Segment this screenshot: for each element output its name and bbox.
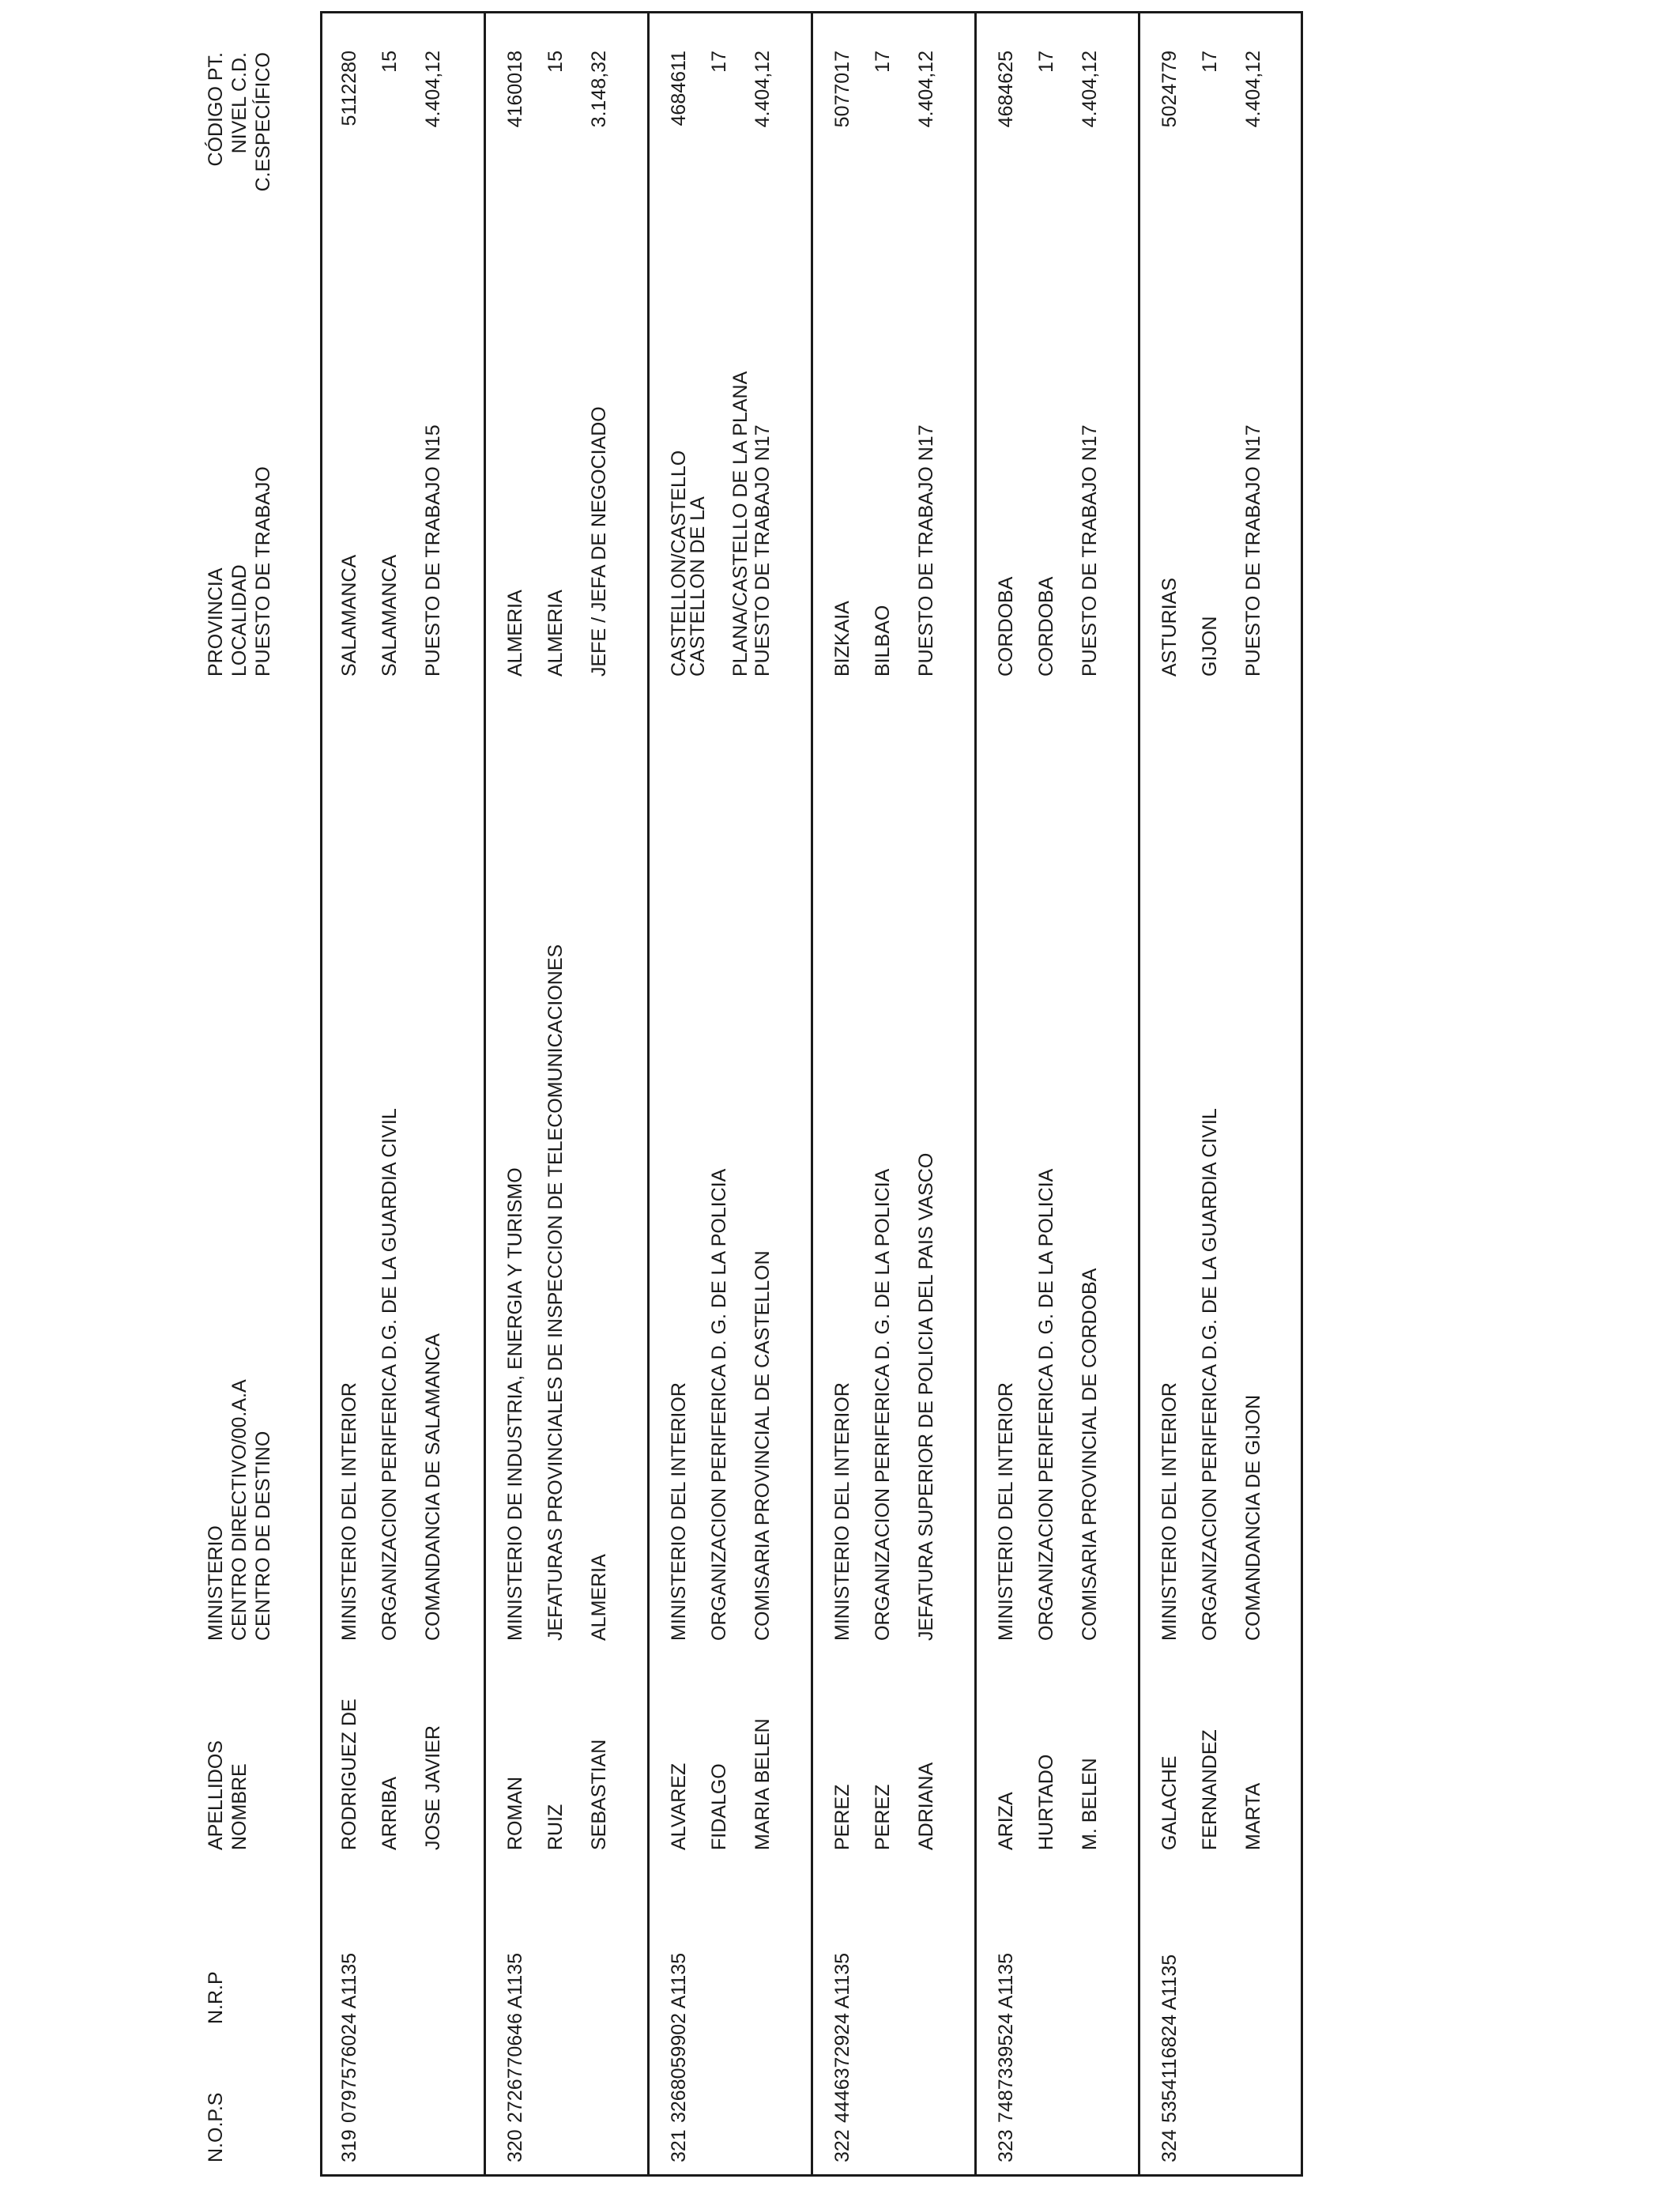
record-nrp: 7487339524 A1135 <box>995 1952 1017 2123</box>
record-centro-directivo: ORGANIZACION PERIFERICA D. G. DE LA POLICIA <box>1035 1168 1057 1641</box>
record-nops: 323 <box>995 2129 1017 2162</box>
record-nops: 321 <box>668 2129 690 2162</box>
record-apellido1: ALVAREZ <box>668 1762 690 1850</box>
record-provincia: BIZKAIA <box>831 601 853 677</box>
header-nivel-label: NIVEL C.D. <box>228 52 250 154</box>
record-centro-directivo: ORGANIZACION PERIFERICA D.G. DE LA GUARDIA CIVIL <box>1199 1108 1221 1641</box>
record-nivel: 17 <box>1199 51 1221 73</box>
record-ministerio: MINISTERIO DEL INTERIOR <box>338 1382 360 1641</box>
record-nombre: M. BELEN <box>1079 1758 1101 1850</box>
record-row <box>974 11 1138 2177</box>
record-codigo: 4684625 <box>995 51 1017 128</box>
column-header-row <box>204 0 315 2194</box>
record-centro-destino: JEFATURA SUPERIOR DE POLICIA DEL PAIS VASCO <box>915 1152 937 1641</box>
header-nrp <box>204 1971 228 2024</box>
record-ministerio: MINISTERIO DEL INTERIOR <box>831 1382 853 1641</box>
record-provincia: CASTELLON/CASTELLO <box>668 450 690 677</box>
record-codigo: 5024779 <box>1158 51 1181 128</box>
record-puesto: PUESTO DE TRABAJO N17 <box>751 424 774 677</box>
record-puesto: PUESTO DE TRABAJO N17 <box>1079 424 1101 677</box>
record-apellido1: ARIZA <box>995 1792 1017 1850</box>
header-puesto-label: PUESTO DE TRABAJO <box>252 466 274 677</box>
record-nivel: 17 <box>708 51 730 73</box>
record-localidad: ALMERIA <box>544 590 567 677</box>
record-codigo: 5077017 <box>831 51 853 128</box>
record-nops: 320 <box>504 2129 526 2162</box>
record-apellido2: FIDALGO <box>708 1763 730 1850</box>
record-ministerio: MINISTERIO DEL INTERIOR <box>1158 1382 1181 1641</box>
header-codigo-label: CÓDIGO PT. <box>205 52 227 167</box>
record-nivel: 15 <box>544 51 567 73</box>
header-nops <box>204 2093 228 2162</box>
record-nrp: 2726770646 A1135 <box>504 1952 526 2123</box>
record-especifico: 4.404,12 <box>915 51 937 128</box>
record-nombre: ADRIANA <box>915 1762 937 1850</box>
header-centro-directivo-label: CENTRO DIRECTIVO/00.A.A <box>228 1379 250 1641</box>
record-especifico: 3.148,32 <box>588 51 610 128</box>
record-provincia: SALAMANCA <box>338 554 360 677</box>
record-apellido2: ARRIBA <box>379 1776 401 1850</box>
record-codigo: 4160018 <box>504 51 526 128</box>
record-apellido1: RODRIGUEZ DE <box>338 1698 360 1850</box>
header-ministerio-label: MINISTERIO <box>205 1525 227 1641</box>
record-puesto: PUESTO DE TRABAJO N17 <box>915 424 937 677</box>
record-puesto: PUESTO DE TRABAJO N15 <box>422 424 444 677</box>
record-nops: 322 <box>831 2129 853 2162</box>
record-nombre: MARIA BELEN <box>751 1718 774 1850</box>
header-codigo-group <box>204 52 275 258</box>
header-apellidos-label: APELLIDOS <box>205 1740 227 1850</box>
record-nrp: 0797576024 A1135 <box>338 1952 360 2123</box>
record-nops: 319 <box>338 2129 360 2162</box>
record-nivel: 17 <box>872 51 894 73</box>
record-nivel: 15 <box>379 51 401 73</box>
record-localidad: CORDOBA <box>1035 576 1057 677</box>
record-row <box>320 11 484 2177</box>
record-ministerio: MINISTERIO DEL INTERIOR <box>668 1382 690 1641</box>
header-especifico-label: C.ESPECÍFICO <box>252 52 274 192</box>
header-provincia-label: PROVINCIA <box>205 567 227 677</box>
record-row <box>484 11 647 2177</box>
record-apellido1: ROMAN <box>504 1776 526 1850</box>
record-especifico: 4.404,12 <box>1242 51 1264 128</box>
record-localidad: CASTELLON DE LA <box>687 496 709 677</box>
record-nops: 324 <box>1158 2129 1181 2162</box>
record-row <box>647 11 811 2177</box>
record-nivel: 17 <box>1035 51 1057 73</box>
record-provincia: CORDOBA <box>995 576 1017 677</box>
record-apellido2: FERNANDEZ <box>1199 1729 1221 1850</box>
record-nombre: MARTA <box>1242 1782 1264 1850</box>
header-ministerio-group <box>204 1379 275 1641</box>
header-apellidos-nombre <box>204 1740 251 1850</box>
record-centro-destino: COMANDANCIA DE SALAMANCA <box>422 1333 444 1641</box>
record-localidad: GIJON <box>1199 616 1221 677</box>
record-puesto: JEFE / JEFA DE NEGOCIADO <box>588 406 610 677</box>
record-centro-directivo: ORGANIZACION PERIFERICA D.G. DE LA GUARDIA CIVIL <box>379 1108 401 1641</box>
record-apellido2: HURTADO <box>1035 1754 1057 1850</box>
record-apellido2: PEREZ <box>872 1784 894 1850</box>
record-centro-destino: COMISARIA PROVINCIAL DE CASTELLON <box>751 1250 774 1641</box>
record-nombre: SEBASTIAN <box>588 1739 610 1850</box>
record-localidad-cont: PLANA/CASTELLO DE LA PLANA <box>729 371 751 677</box>
record-provincia: ALMERIA <box>504 590 526 677</box>
header-nombre-label: NOMBRE <box>228 1763 250 1850</box>
record-ministerio: MINISTERIO DEL INTERIOR <box>995 1382 1017 1641</box>
record-centro-destino: ALMERIA <box>588 1554 610 1641</box>
record-ministerio: MINISTERIO DE INDUSTRIA, ENERGIA Y TURISMO <box>504 1167 526 1641</box>
header-localidad-label: LOCALIDAD <box>228 564 250 677</box>
record-apellido1: PEREZ <box>831 1784 853 1850</box>
record-apellido1: GALACHE <box>1158 1755 1181 1850</box>
record-puesto: PUESTO DE TRABAJO N17 <box>1242 424 1264 677</box>
record-centro-directivo: JEFATURAS PROVINCIALES DE INSPECCION DE TELECOMUNICACIONES <box>544 944 567 1641</box>
record-nrp: 4446372924 A1135 <box>831 1952 853 2123</box>
record-row <box>1138 11 1301 2177</box>
record-centro-directivo: ORGANIZACION PERIFERICA D. G. DE LA POLICIA <box>708 1168 730 1641</box>
record-provincia: ASTURIAS <box>1158 577 1181 677</box>
record-centro-destino: COMISARIA PROVINCIAL DE CORDOBA <box>1079 1268 1101 1641</box>
record-centro-destino: COMANDANCIA DE GIJON <box>1242 1394 1264 1641</box>
record-localidad: SALAMANCA <box>379 554 401 677</box>
record-nrp: 3268059902 A1135 <box>668 1952 690 2123</box>
record-localidad: BILBAO <box>872 605 894 677</box>
header-nrp-label: N.R.P <box>205 1971 227 2024</box>
record-centro-directivo: ORGANIZACION PERIFERICA D. G. DE LA POLICIA <box>872 1168 894 1641</box>
record-especifico: 4.404,12 <box>1079 51 1101 128</box>
header-nops-label: N.O.P.S <box>205 2092 227 2162</box>
record-apellido2: RUIZ <box>544 1804 567 1850</box>
record-codigo: 4684611 <box>668 51 690 126</box>
record-especifico: 4.404,12 <box>751 51 774 128</box>
header-centro-destino-label: CENTRO DE DESTINO <box>252 1431 274 1641</box>
record-codigo: 5112280 <box>338 51 360 126</box>
record-nrp: 5354116824 A1135 <box>1158 1954 1181 2123</box>
record-row <box>811 11 974 2177</box>
record-nombre: JOSE JAVIER <box>422 1725 444 1850</box>
header-provincia-group <box>204 466 275 677</box>
record-especifico: 4.404,12 <box>422 51 444 128</box>
